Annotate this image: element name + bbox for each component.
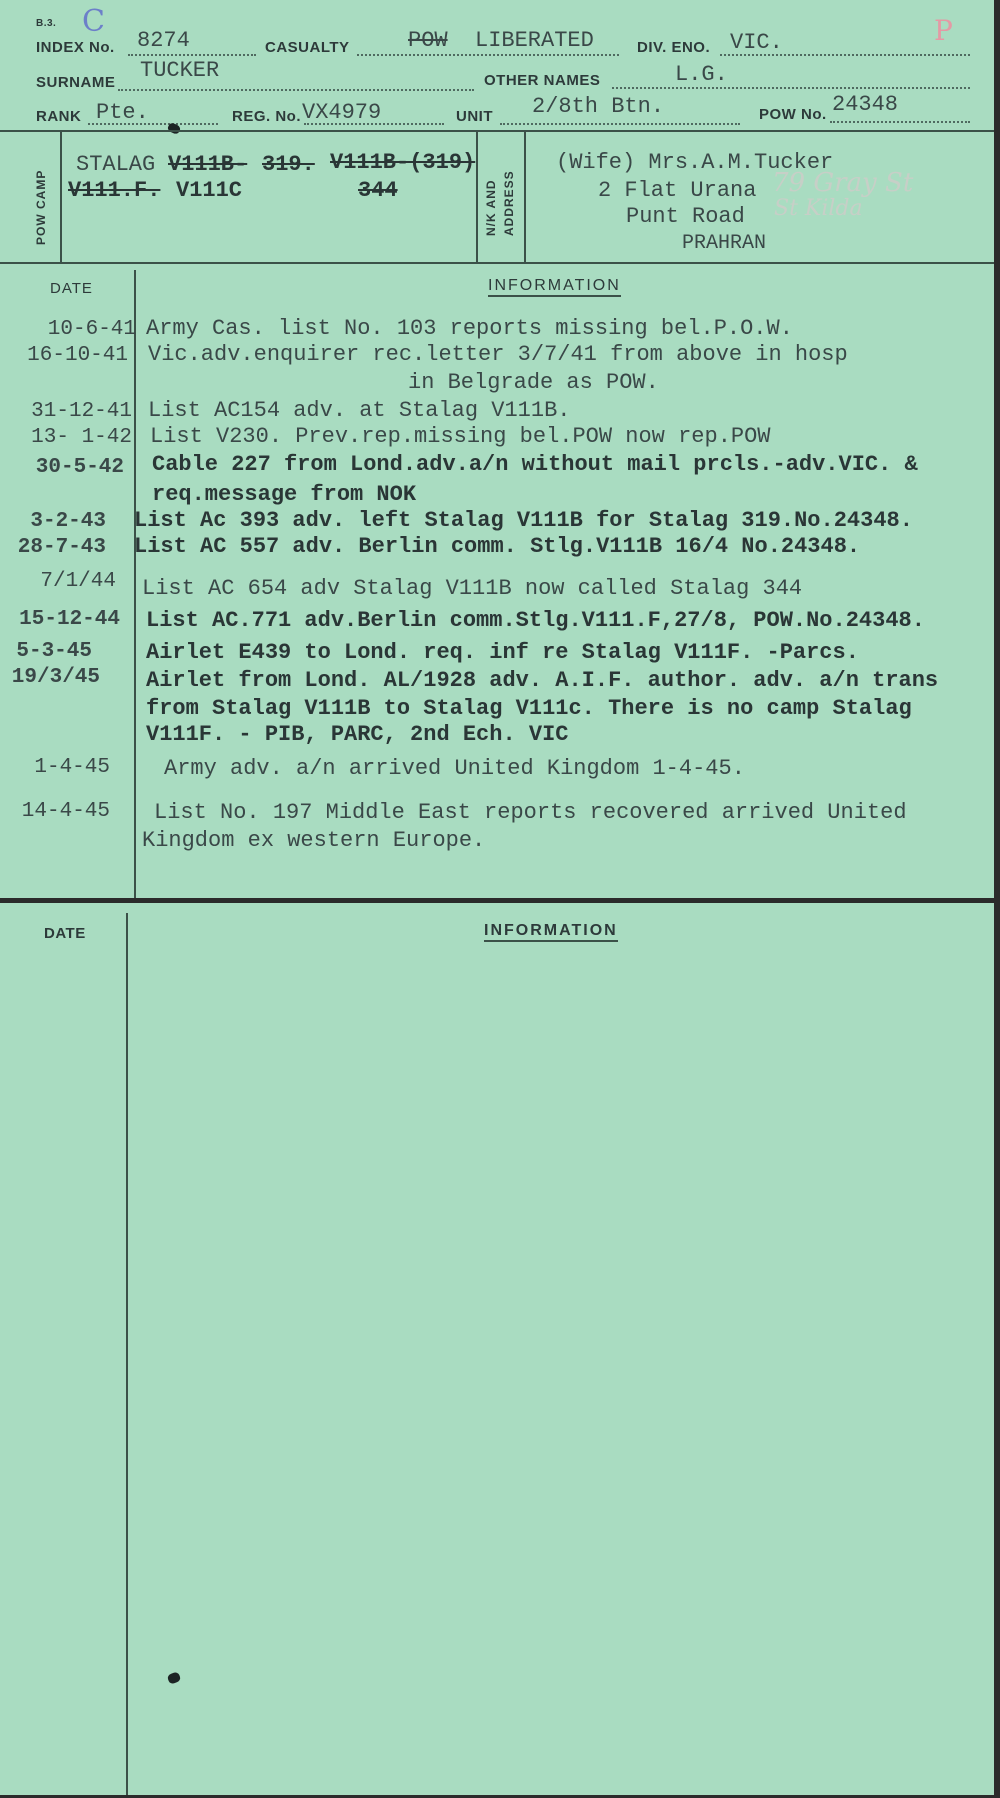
pow-camp-prefix: STALAG — [76, 152, 156, 177]
entry-text: List Ac 393 adv. left Stalag V111B for Stalag 319.No.24348. — [134, 508, 913, 533]
address-line-4: PRAHRAN — [682, 232, 767, 255]
div-eno-label: DIV. ENO. — [637, 39, 711, 56]
entry-text: V111F. - PIB, PARC, 2nd Ech. VIC — [146, 722, 569, 747]
top-box-rule — [0, 130, 994, 132]
rank-label: RANK — [36, 108, 82, 125]
index-no-value: 8274 — [137, 28, 190, 53]
entry-date: 7/1/44 — [40, 570, 116, 593]
pow-camp-current: V111C — [176, 178, 243, 203]
pow-camp-label: POW CAMP — [34, 169, 48, 245]
entry-date: 14-4-45 — [21, 800, 110, 823]
other-names-label: OTHER NAMES — [484, 72, 601, 89]
pow-camp-divider — [60, 130, 62, 262]
entry-text: Airlet E439 to Lond. req. inf re Stalag V111F. -Parcs. — [146, 640, 859, 665]
casualty-rule — [357, 54, 619, 56]
date-column-divider — [134, 270, 136, 898]
entry-text: from Stalag V111B to Stalag V111c. There is no camp Stalag — [146, 696, 912, 721]
entry-text: in Belgrade as POW. — [408, 370, 659, 395]
card-back — [0, 903, 994, 1795]
entry-date: 19/3/45 — [11, 666, 100, 689]
back-date-column-header: DATE — [44, 925, 86, 942]
pow-camp-struck-d: V111.F. — [68, 178, 161, 203]
unit-label: UNIT — [456, 108, 493, 125]
entry-text: Kingdom ex western Europe. — [142, 828, 486, 853]
pow-camp-struck-a: V111B- — [168, 152, 248, 177]
surname-rule — [118, 89, 474, 91]
unit-rule — [500, 123, 740, 125]
entry-text: Cable 227 from Lond.adv.a/n without mail prcls.-adv.VIC. & — [152, 452, 918, 477]
surname-label: SURNAME — [36, 74, 116, 91]
index-no-rule — [128, 54, 256, 56]
corner-mark-p: P — [934, 14, 953, 47]
entry-date: 5-3-45 — [16, 640, 92, 663]
back-ink-blot — [167, 1671, 182, 1685]
entry-date: 3-2-43 — [30, 510, 106, 533]
entry-text: List AC 654 adv Stalag V111B now called Stalag 344 — [142, 576, 803, 601]
entry-date: 28-7-43 — [17, 536, 106, 559]
nk-address-label-1: N/K AND — [484, 179, 498, 236]
mid-box-rule — [0, 262, 994, 264]
entry-text: List AC.771 adv.Berlin comm.Stlg.V111.F,27/8, POW.No.24348. — [146, 608, 925, 633]
pow-camp-struck-b: 319. — [262, 152, 315, 177]
entry-text: Airlet from Lond. AL/1928 adv. A.I.F. author. adv. a/n trans — [146, 668, 939, 693]
form-code: B.3. — [36, 18, 57, 29]
back-date-column-divider — [126, 913, 128, 1795]
casualty-label: CASUALTY — [265, 39, 350, 56]
unit-value: 2/8th Btn. — [532, 94, 665, 119]
entry-text: Army Cas. list No. 103 reports missing bel.P.O.W. — [146, 316, 793, 341]
entry-date: 30-5-42 — [35, 456, 124, 479]
address-hand-note-1: 79 Gray St — [772, 168, 914, 198]
entry-text: Army adv. a/n arrived United Kingdom 1-4-45. — [164, 756, 745, 781]
address-hand-note-2: St Kilda — [774, 196, 863, 221]
pow-no-value: 24348 — [832, 92, 899, 117]
pow-no-rule — [830, 121, 970, 123]
entry-text: Vic.adv.enquirer rec.letter 3/7/41 from above in hosp — [148, 342, 848, 367]
corner-mark-c: C — [82, 4, 105, 39]
rank-value: Pte. — [96, 100, 149, 125]
div-eno-value: VIC. — [730, 30, 783, 55]
entry-text: List V230. Prev.rep.missing bel.POW now rep.POW — [150, 424, 771, 449]
nk-address-label-2: ADDRESS — [502, 170, 516, 236]
casualty-value: LIBERATED — [475, 28, 594, 53]
other-names-value: L.G. — [675, 62, 728, 87]
entry-date: 1-4-45 — [34, 756, 110, 779]
entry-date: 10-6-41 — [47, 318, 136, 341]
entry-date: 31-12-41 — [31, 400, 132, 423]
address-line-3: Punt Road — [626, 204, 745, 229]
entry-date: 16-10-41 — [27, 344, 128, 367]
entry-date: 13- 1-42 — [31, 426, 132, 449]
address-line-2: 2 Flat Urana — [598, 178, 757, 203]
pow-camp-struck-e: 344 — [358, 178, 398, 203]
pow-no-label: POW No. — [759, 106, 827, 123]
entry-text: req.message from NOK — [152, 482, 417, 507]
date-column-header: DATE — [50, 280, 93, 297]
reg-no-value: VX4979 — [302, 100, 382, 125]
information-column-header: INFORMATION — [488, 277, 621, 297]
back-information-column-header: INFORMATION — [484, 922, 618, 942]
reg-no-label: REG. No. — [232, 108, 302, 125]
card-front — [0, 0, 994, 898]
index-no-label: INDEX No. — [36, 39, 115, 56]
casualty-struck-value: POW — [408, 28, 448, 53]
other-names-rule — [612, 87, 970, 89]
entry-text: List No. 197 Middle East reports recovered arrived United — [154, 800, 907, 825]
nk-left-divider — [476, 130, 478, 262]
address-line-1: (Wife) Mrs.A.M.Tucker — [556, 150, 834, 175]
surname-value: TUCKER — [140, 58, 220, 83]
entry-text: List AC154 adv. at Stalag V111B. — [148, 398, 571, 423]
entry-date: 15-12-44 — [19, 608, 120, 631]
pow-camp-struck-c: V111B-(319) — [330, 150, 476, 175]
entry-text: List AC 557 adv. Berlin comm. Stlg.V111B 16/4 No.24348. — [134, 534, 861, 559]
nk-right-divider — [524, 130, 526, 262]
